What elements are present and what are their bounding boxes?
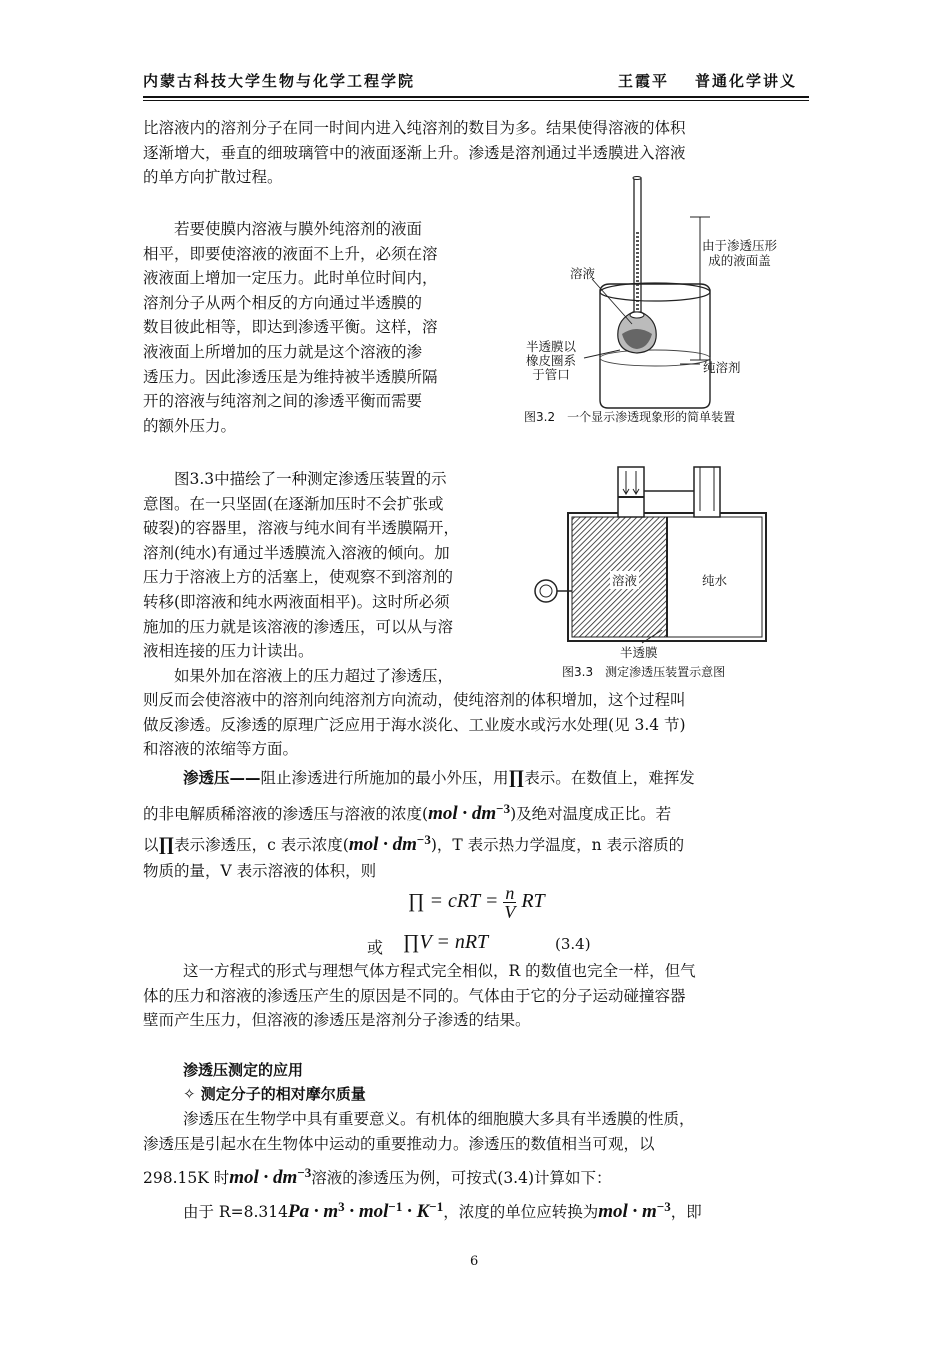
equation-or: 或 (367, 938, 384, 957)
unit-text: mol · m (598, 1201, 657, 1223)
osmosis-apparatus-illustration (520, 172, 810, 434)
figure-3-2 (520, 172, 810, 434)
text-line: 溶剂(纯水)有通过半透膜流入溶液的倾向。加 (143, 543, 450, 562)
para6-line-3 (143, 1156, 809, 1190)
paragraph-5 (143, 959, 809, 1033)
text-line: 做反渗透。反渗透的原理广泛应用于海水淡化、工业废水或污水处理(见 3.4 节) (143, 715, 686, 734)
paragraph-3 (143, 467, 523, 688)
text-line: 如果外加在溶液上的压力超过了渗透压， (174, 666, 454, 685)
text-line: 逐渐增大，垂直的细玻璃管中的液面逐渐上升。渗透是溶剂通过半透膜进入溶液 (143, 143, 686, 162)
text-line: 液液面上所增加的压力就是这个溶液的渗 (143, 342, 423, 361)
pi-symbol: ∏ (158, 834, 175, 856)
definition-line-2 (143, 794, 809, 825)
text-span: 表示渗透压，c 表示浓度( (174, 836, 349, 855)
text-span: 表示。在数值上，难挥发 (524, 769, 695, 787)
text-line: 若要使膜内溶液与膜外纯溶剂的液面 (174, 220, 423, 238)
fig32-caption: 图3.2 一个显示渗透现象形的简单装置 (524, 410, 736, 424)
header-rule-thin (143, 100, 809, 101)
text-line: 液液面上增加一定压力。此时单位时间内， (143, 269, 438, 288)
unit-text: mol · dm (348, 834, 417, 856)
section-title: 渗透压测定的应用 (183, 1061, 304, 1079)
fig32-label-membrane: 半透膜以 橡皮圈系 于管口 (526, 339, 577, 382)
text-span: 由于 R=8.314 (183, 1203, 288, 1222)
page-number: 6 (470, 1254, 479, 1269)
text-line: 转移(即溶液和纯水两液面相平)。这时所必须 (143, 592, 450, 611)
equation-rhs: RT (521, 890, 545, 913)
header-rule (143, 96, 809, 98)
fraction-numerator: n (505, 883, 515, 903)
equation-lhs: ∏ = cRT = (408, 890, 499, 913)
text-line: 相平，即要使溶液的液面不上升，必须在溶 (143, 244, 438, 263)
text-line: 的单方向扩散过程。 (143, 168, 283, 187)
fraction-denominator: V (504, 902, 516, 922)
definition-term: 渗透压—— (183, 769, 261, 787)
text-line: 则反而会使溶液中的溶剂向纯溶剂方向流动，使纯溶剂的体积增加，这个过程叫 (143, 691, 686, 709)
text-line: 意图。在一只坚固(在逐渐加压时不会扩张或 (143, 494, 444, 513)
text-span: ，即 (670, 1203, 702, 1222)
text-span: )及绝对温度成正比。若 (510, 805, 672, 824)
unit-text: · mol (344, 1201, 389, 1223)
text-span: 的非电解质稀溶液的渗透压与溶液的浓度( (143, 805, 429, 824)
section-subtitle: ✧ 测定分子的相对摩尔质量 (183, 1085, 366, 1103)
header-author: 王霞平 (618, 72, 670, 90)
fig33-label-water: 纯水 (702, 573, 728, 588)
text-line: 这一方程式的形式与理想气体方程式完全相似，R 的数值也完全一样，但气 (183, 962, 696, 980)
text-span: ，浓度的单位应转换为 (443, 1203, 599, 1222)
unit-exponent: −3 (496, 801, 511, 816)
fig32-label-solvent: 纯溶剂 (703, 360, 741, 375)
text-span: 以 (143, 836, 159, 855)
text-line: 的额外压力。 (143, 416, 237, 435)
fig33-label-membrane: 半透膜 (620, 645, 658, 660)
unit-exponent: 3 (338, 1199, 345, 1215)
header-course: 普通化学讲义 (695, 72, 798, 90)
text-line: 体的压力和溶液的渗透压产生的原因是不同的。气体由于它的分子运动碰撞容器 (143, 986, 686, 1005)
equation-osmotic-pressure (408, 884, 545, 921)
equation-pv-nrt: ∏V = nRT (403, 931, 489, 953)
definition-line-1 (143, 763, 809, 794)
figure-3-3 (530, 465, 780, 687)
unit-text: Pa · m (287, 1201, 339, 1223)
text-line: 图3.3中描绘了一种测定渗透压装置的示 (174, 470, 447, 488)
equation-fraction (503, 884, 516, 921)
text-line: 溶剂分子从两个相反的方向通过半透膜的 (143, 293, 423, 312)
unit-exponent: −1 (429, 1199, 444, 1215)
text-line: 比溶液内的溶剂分子在同一时间内进入纯溶剂的数目为多。结果使得溶液的体积 (143, 119, 686, 137)
unit-exponent: −3 (656, 1199, 671, 1215)
paragraph-6 (143, 1107, 809, 1224)
fig32-label-solution: 溶液 (570, 266, 596, 281)
text-line: 破裂)的容器里，溶液与纯水间有半透膜隔开， (143, 519, 460, 538)
text-line: 渗透压是引起水在生物体中运动的重要推动力。渗透压的数值相当可观，以 (143, 1134, 655, 1153)
text-line: 透压力。因此渗透压是为维持被半透膜所隔 (143, 367, 438, 386)
header-institution: 内蒙古科技大学生物与化学工程学院 (143, 72, 416, 90)
text-line: 渗透压在生物学中具有重要意义。有机体的细胞膜大多具有半透膜的性质， (183, 1110, 695, 1128)
text-span: )，T 表示热力学温度，n 表示溶质的 (430, 836, 685, 855)
equation-number: (3.4) (555, 935, 591, 953)
text-line: 物质的量，V 表示溶液的体积，则 (143, 862, 377, 880)
text-span: 298.15K 时 (143, 1169, 230, 1188)
paragraph-4 (143, 688, 809, 762)
unit-exponent: −1 (388, 1199, 403, 1215)
fig32-label-height: 由于渗透压形 成的液面盖 (702, 238, 778, 268)
definition-line-3 (143, 825, 809, 856)
text-span: 阻止渗透进行所施加的最小外压，用 (260, 769, 509, 787)
fig33-caption: 图3.3 测定渗透压装置示意图 (562, 665, 726, 679)
pi-symbol: ∏ (508, 767, 525, 788)
text-span: 溶液的渗透压为例，可按式(3.4)计算如下： (311, 1169, 612, 1188)
unit-exponent: −3 (297, 1165, 312, 1181)
text-line: 数目彼此相等，即达到渗透平衡。这样，溶 (143, 318, 438, 337)
text-line: 和溶液的浓缩等方面。 (143, 740, 299, 759)
para6-line-4 (143, 1190, 809, 1224)
fig33-label-solution: 溶液 (612, 573, 638, 588)
unit-text: mol · dm (229, 1167, 298, 1189)
unit-text: · K (402, 1201, 430, 1223)
unit-text: mol · dm (428, 803, 497, 825)
unit-exponent: −3 (416, 832, 431, 847)
definition-paragraph (143, 763, 809, 887)
text-line: 壁而产生压力，但溶液的渗透压是溶剂分子渗透的结果。 (143, 1011, 531, 1030)
text-line: 压力于溶液上方的活塞上，使观察不到溶剂的 (143, 568, 454, 587)
text-line: 液相连接的压力计读出。 (143, 642, 314, 661)
paragraph-2 (143, 217, 513, 438)
text-line: 开的溶液与纯溶剂之间的渗透平衡而需要 (143, 392, 423, 411)
text-line: 施加的压力就是该溶液的渗透压，可以从与溶 (143, 617, 454, 636)
